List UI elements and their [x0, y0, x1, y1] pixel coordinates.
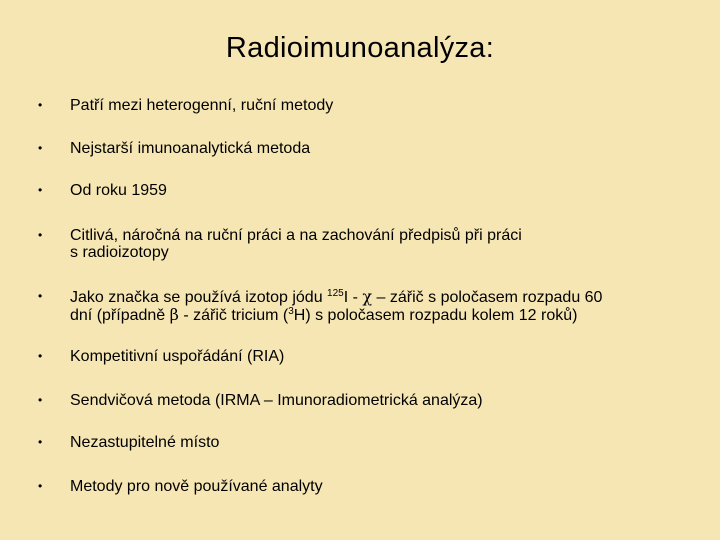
list-item-line-1: Citlivá, náročná na ruční práci a na zachování předpisů při práci	[70, 227, 522, 244]
bullet-marker: •	[38, 141, 43, 155]
list-item-text	[70, 227, 680, 261]
list-item-text: Patří mezi heterogenní, ruční metody	[70, 97, 334, 114]
isotope-text-e: - zářič tricium (	[178, 307, 289, 324]
list-item-line-2: s radioizotopy	[70, 244, 169, 261]
bullet-marker: •	[38, 435, 43, 449]
tritium-mass-number: 3	[288, 306, 294, 317]
isotope-text-d: dní (případně	[70, 307, 170, 324]
list-item-text	[70, 288, 680, 324]
list-item-text: Metody pro nově používané analyty	[70, 478, 323, 495]
beta-symbol: β	[169, 305, 179, 324]
list-item-text: Kompetitivní uspořádání (RIA)	[70, 348, 285, 365]
isotope-mass-number: 125	[327, 288, 344, 299]
bullet-marker: •	[38, 479, 43, 493]
list-item-text: Nezastupitelné místo	[70, 434, 220, 451]
bullet-marker: •	[38, 228, 43, 242]
isotope-text-c: – zářič s poločasem rozpadu 60	[372, 289, 603, 306]
isotope-text-a: Jako značka se používá izotop jódu	[70, 289, 328, 306]
list-item-text: Nejstarší imunoanalytická metoda	[70, 140, 311, 157]
isotope-text-b: I -	[343, 289, 363, 306]
list-item-text: Od roku 1959	[70, 182, 167, 199]
isotope-text-f: H) s poločasem rozpadu kolem 12 roků)	[293, 307, 578, 324]
bullet-marker: •	[38, 183, 43, 197]
chi-symbol: χ	[362, 287, 373, 306]
bullet-marker: •	[38, 393, 43, 407]
bullet-marker: •	[38, 349, 43, 363]
bullet-marker: •	[38, 98, 43, 112]
slide-title: Radioimunoanalýza:	[225, 32, 495, 64]
list-item-text: Sendvičová metoda (IRMA – Imunoradiometrická analýza)	[70, 392, 483, 409]
bullet-marker: •	[38, 289, 43, 303]
